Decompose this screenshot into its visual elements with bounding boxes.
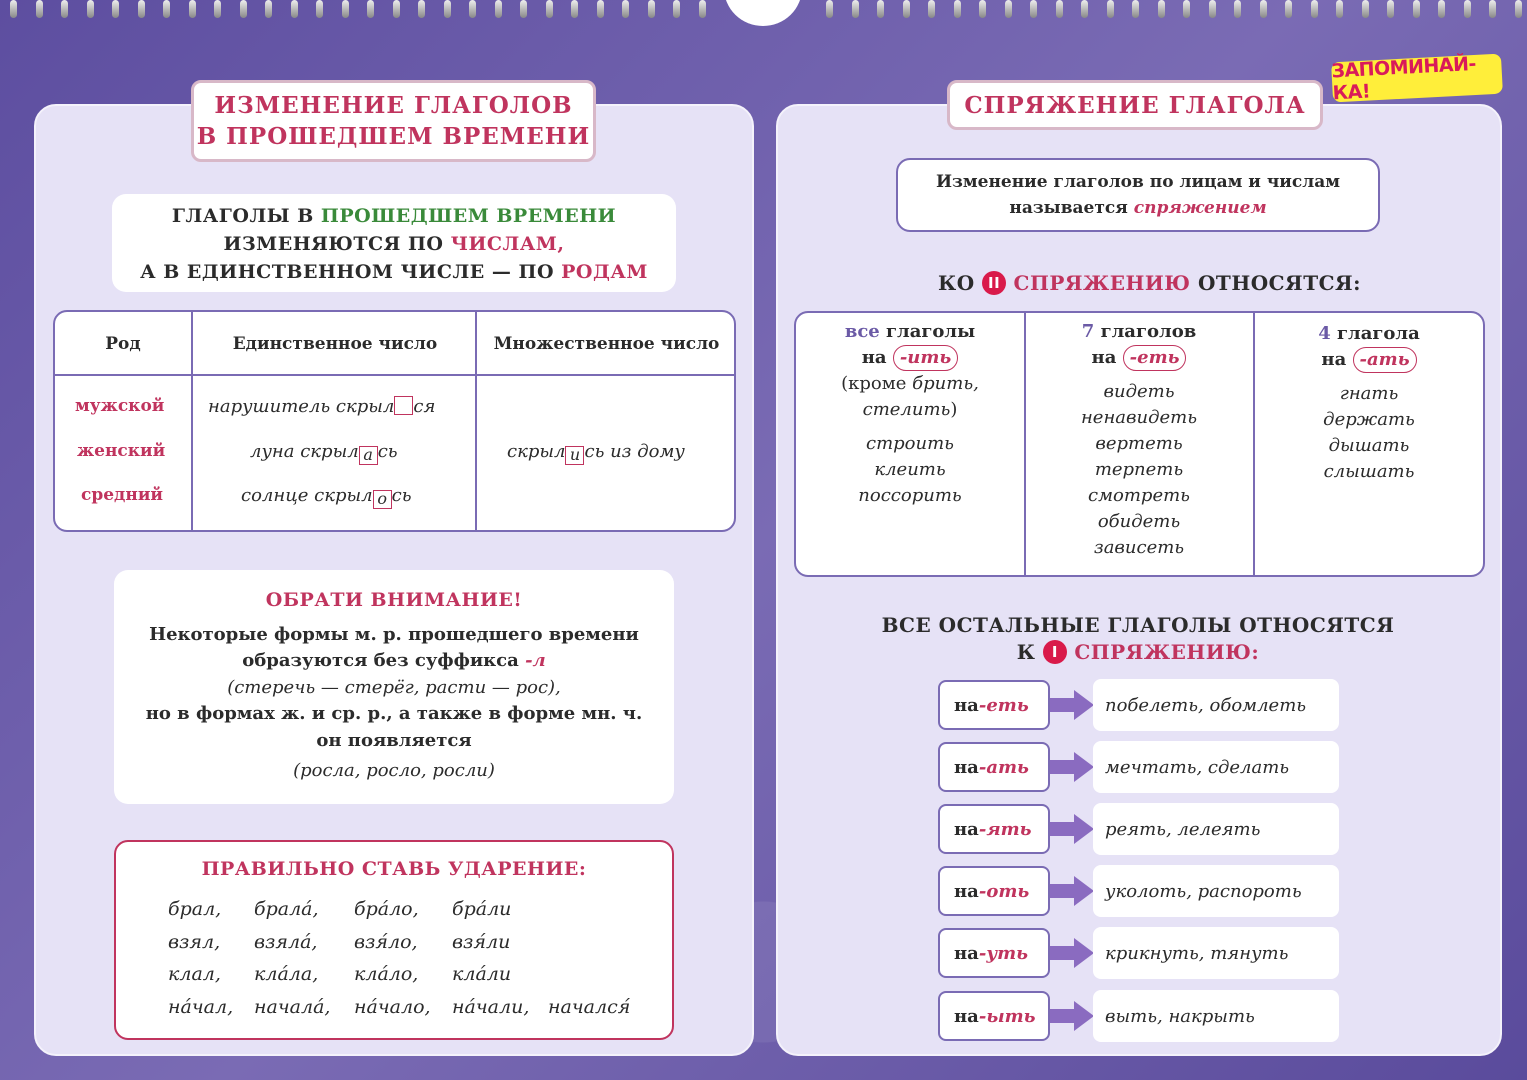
- spiral-ring: [1464, 0, 1471, 18]
- spiral-ring: [622, 0, 629, 18]
- plural-post: сь из дому: [584, 441, 685, 462]
- stress-word: кла́ли: [452, 963, 512, 985]
- suffix-examples: мечтать, сделать: [1093, 741, 1339, 793]
- spiral-ring: [852, 0, 859, 18]
- attention-l3: (стеречь — стерёг, расти — рос),: [227, 676, 561, 698]
- suffix-pill: -ать: [1353, 347, 1417, 373]
- first-heading-l2a: К: [1016, 640, 1043, 664]
- attention-l4: но в формах ж. и ср. р., а также в форме мн. ч.: [145, 703, 643, 724]
- stress-box: [114, 840, 674, 1040]
- singular-feminine: [250, 441, 398, 465]
- spiral-ring: [1285, 0, 1292, 18]
- rule-box: [112, 194, 676, 292]
- spiral-ring: [61, 0, 68, 18]
- col2-word: ненавидеть: [1080, 407, 1198, 428]
- spiral-ring: [1260, 0, 1267, 18]
- arrow-right-icon: [1050, 814, 1094, 844]
- stress-title: ПРАВИЛЬНО СТАВЬ УДАРЕНИЕ:: [201, 858, 587, 880]
- spiral-ring: [1438, 0, 1445, 18]
- attention-l6: (росла, росло, росли): [293, 760, 495, 781]
- suffix-examples: реять, лелеять: [1093, 803, 1339, 855]
- col1-note1i: брить,: [912, 373, 979, 394]
- col3-head1: 4: [1318, 323, 1331, 344]
- plural-form: [507, 441, 685, 465]
- calendar-hanger-notch: [724, 0, 802, 26]
- roman-one-badge: I: [1043, 640, 1067, 664]
- col2-word: вертеть: [1095, 433, 1183, 454]
- left-title-line1: ИЗМЕНЕНИЕ ГЛАГОЛОВ: [214, 92, 573, 119]
- rule-l3b: РОДАМ: [561, 261, 648, 283]
- second-mid: СПРЯЖЕНИЮ: [1013, 271, 1191, 295]
- col1-head1: все: [844, 321, 880, 342]
- suffix-ending: -ать: [978, 756, 1029, 778]
- spiral-ring: [495, 0, 502, 18]
- second-conj-table: [794, 311, 1485, 577]
- second-col-at: [1255, 321, 1483, 485]
- spiral-ring: [291, 0, 298, 18]
- spiral-ring: [597, 0, 604, 18]
- spiral-ring: [138, 0, 145, 18]
- plural-stem: скрыл: [507, 441, 566, 462]
- rule-l3a: А В ЕДИНСТВЕННОМ ЧИСЛЕ — ПО: [140, 261, 562, 283]
- ending-box: и: [565, 446, 584, 465]
- col3-word: гнать: [1339, 383, 1399, 404]
- col1-word: клеить: [874, 459, 946, 480]
- col1-note2b: ): [950, 399, 958, 420]
- suffix-pill: -еть: [1123, 345, 1187, 371]
- suffix-examples: выть, накрыть: [1093, 990, 1339, 1042]
- suffix-examples: уколоть, распороть: [1093, 865, 1339, 917]
- stress-word: взяла́,: [254, 931, 318, 953]
- spiral-ring: [87, 0, 94, 18]
- spiral-ring: [112, 0, 119, 18]
- second-pre: КО: [938, 271, 983, 295]
- right-title: СПРЯЖЕНИЕ ГЛАГОЛА: [947, 80, 1323, 130]
- sing-n-post: сь: [391, 485, 412, 506]
- col1-note2: стелить: [862, 399, 951, 420]
- suffix-ending: -оть: [978, 880, 1030, 902]
- spiral-ring: [1209, 0, 1216, 18]
- spiral-ring: [342, 0, 349, 18]
- first-conj-heading: [860, 612, 1416, 666]
- col2-word: обидеть: [1097, 511, 1181, 532]
- spiral-ring: [1158, 0, 1165, 18]
- spiral-ring: [571, 0, 578, 18]
- arrow-right-icon: [1050, 876, 1094, 906]
- spiral-ring: [1336, 0, 1343, 18]
- col-header-singular: Единственное число: [232, 334, 438, 354]
- rule-l1b: ПРОШЕДШЕМ ВРЕМЕНИ: [320, 205, 617, 227]
- definition-l2: [898, 195, 1378, 221]
- spiral-ring: [546, 0, 553, 18]
- table-col-divider: [475, 312, 477, 532]
- table-header-divider: [55, 374, 736, 376]
- stress-word: взя́ли: [452, 931, 511, 953]
- col3-word: слышать: [1323, 461, 1415, 482]
- stress-word: кла́ла,: [254, 963, 319, 985]
- col2-na: на: [1091, 347, 1117, 368]
- attention-title: ОБРАТИ ВНИМАНИЕ!: [265, 589, 523, 611]
- spiral-ring: [903, 0, 910, 18]
- table-col-divider: [191, 312, 193, 532]
- ending-box: о: [373, 490, 392, 509]
- stress-word: на́чал,: [168, 996, 234, 1018]
- sing-n-stem: солнце скрыл: [241, 485, 373, 506]
- col3-word: держать: [1323, 409, 1415, 430]
- spiral-ring: [1234, 0, 1241, 18]
- spiral-ring: [214, 0, 221, 18]
- first-heading-l1: ВСЕ ОСТАЛЬНЫЕ ГЛАГОЛЫ ОТНОСЯТСЯ: [881, 613, 1395, 637]
- left-title-line2: В ПРОШЕДШЕМ ВРЕМЕНИ: [196, 123, 591, 150]
- rule-l2a: ИЗМЕНЯЮТСЯ ПО: [223, 233, 451, 255]
- roman-two-badge: II: [982, 271, 1006, 295]
- spiral-ring: [648, 0, 655, 18]
- stress-word: клал,: [168, 963, 221, 985]
- suffix-examples: побелеть, обомлеть: [1093, 679, 1339, 731]
- suffix-na: на: [954, 1005, 979, 1027]
- singular-neuter: [241, 485, 412, 509]
- ending-box: [394, 396, 413, 415]
- attention-suffix: -л: [525, 650, 546, 671]
- suffix-na: на: [954, 880, 979, 902]
- col2-word: смотреть: [1088, 485, 1190, 506]
- col2-head2: глаголов: [1094, 321, 1197, 342]
- suffix-ending: -ыть: [978, 1005, 1036, 1027]
- suffix-na: на: [954, 694, 979, 716]
- col-header-gender: Род: [105, 334, 141, 354]
- attention-l2a: образуются без суффикса: [242, 650, 526, 671]
- gender-table: [53, 310, 736, 532]
- suffix-box: [938, 680, 1050, 730]
- gender-feminine: женский: [77, 441, 166, 461]
- stress-word: взял,: [168, 931, 221, 953]
- spiral-ring: [1081, 0, 1088, 18]
- spiral-ring: [469, 0, 476, 18]
- spiral-ring: [954, 0, 961, 18]
- suffix-box: [938, 866, 1050, 916]
- attention-box: [114, 570, 674, 804]
- spiral-ring: [10, 0, 17, 18]
- col1-na: на: [861, 347, 887, 368]
- spiral-ring: [1387, 0, 1394, 18]
- arrow-right-icon: [1050, 938, 1094, 968]
- suffix-ending: -еть: [978, 694, 1029, 716]
- stress-word: брала́,: [254, 898, 319, 920]
- sing-m-stem: нарушитель скрыл: [208, 396, 395, 417]
- spiral-ring: [699, 0, 706, 18]
- col1-word: строить: [866, 433, 954, 454]
- gender-masculine: мужской: [75, 396, 165, 416]
- rule-l1a: ГЛАГОЛЫ В: [171, 205, 321, 227]
- col2-word: зависеть: [1093, 537, 1185, 558]
- spiral-ring: [1107, 0, 1114, 18]
- spiral-ring: [189, 0, 196, 18]
- spiral-ring: [1413, 0, 1420, 18]
- arrow-right-icon: [1050, 752, 1094, 782]
- suffix-na: на: [954, 942, 979, 964]
- suffix-na: на: [954, 756, 979, 778]
- definition-term: спряжением: [1133, 198, 1267, 218]
- suffix-examples: крикнуть, тянуть: [1093, 927, 1339, 979]
- spiral-ring: [928, 0, 935, 18]
- stress-word: кла́ло,: [354, 963, 419, 985]
- col1-head2: глаголы: [879, 321, 976, 342]
- stress-word: бра́ли: [452, 898, 512, 920]
- spiral-ring: [979, 0, 986, 18]
- col2-word: терпеть: [1094, 459, 1184, 480]
- col3-head2: глагола: [1330, 323, 1420, 344]
- second-conj-heading: [938, 271, 1361, 295]
- spiral-ring: [1183, 0, 1190, 18]
- spiral-ring: [1132, 0, 1139, 18]
- spiral-ring: [316, 0, 323, 18]
- spiral-ring: [673, 0, 680, 18]
- stress-word: начала́,: [254, 996, 331, 1018]
- spiral-ring: [826, 0, 833, 18]
- suffix-pill: -ить: [893, 345, 958, 371]
- sing-m-post: ся: [413, 396, 436, 417]
- spiral-ring: [444, 0, 451, 18]
- spiral-ring: [367, 0, 374, 18]
- arrow-right-icon: [1050, 690, 1094, 720]
- rule-l2b: ЧИСЛАМ,: [450, 233, 565, 255]
- spiral-ring: [265, 0, 272, 18]
- col2-head1: 7: [1081, 321, 1095, 342]
- col1-note1: (кроме: [841, 373, 913, 394]
- definition-box: [896, 158, 1380, 232]
- definition-l2a: называется: [1009, 198, 1134, 218]
- arrow-right-icon: [1050, 1001, 1094, 1031]
- gender-neuter: средний: [81, 485, 164, 505]
- stress-word: на́чали,: [452, 996, 530, 1018]
- suffix-box: [938, 804, 1050, 854]
- attention-l2: [114, 648, 674, 675]
- definition-l1: Изменение глаголов по лицам и числам: [935, 172, 1341, 192]
- remember-sticker: ЗАПОМИНАЙ-КА!: [1331, 54, 1503, 103]
- col3-na: на: [1321, 349, 1347, 370]
- suffix-na: на: [954, 818, 979, 840]
- spiral-ring: [1515, 0, 1522, 18]
- spiral-ring: [240, 0, 247, 18]
- suffix-box: [938, 991, 1050, 1041]
- col1-word: поссорить: [858, 485, 962, 506]
- col3-word: дышать: [1328, 435, 1410, 456]
- spiral-ring: [393, 0, 400, 18]
- second-col-et: [1025, 319, 1253, 561]
- stress-word: брал,: [168, 898, 222, 920]
- spiral-ring: [1030, 0, 1037, 18]
- spiral-ring: [877, 0, 884, 18]
- spiral-ring: [36, 0, 43, 18]
- second-post: ОТНОСЯТСЯ:: [1190, 271, 1362, 295]
- spiral-ring: [1311, 0, 1318, 18]
- spiral-ring: [1489, 0, 1496, 18]
- attention-l5: он появляется: [316, 729, 472, 751]
- spiral-ring: [520, 0, 527, 18]
- stress-word: бра́ло,: [354, 898, 419, 920]
- suffix-ending: -уть: [978, 942, 1029, 964]
- spiral-ring: [1005, 0, 1012, 18]
- spiral-ring: [163, 0, 170, 18]
- sing-f-post: сь: [377, 441, 398, 462]
- first-heading-l2b: СПРЯЖЕНИЮ:: [1074, 640, 1260, 664]
- ending-box: а: [359, 446, 378, 465]
- singular-masculine: [208, 396, 435, 417]
- sing-f-stem: луна скрыл: [250, 441, 359, 462]
- attention-l1: Некоторые формы м. р. прошедшего времени: [149, 623, 639, 645]
- left-title: [191, 80, 596, 162]
- suffix-box: [938, 742, 1050, 792]
- suffix-box: [938, 928, 1050, 978]
- spiral-ring: [1362, 0, 1369, 18]
- col-header-plural: Множественное число: [493, 334, 720, 354]
- spiral-ring: [1056, 0, 1063, 18]
- col2-word: видеть: [1103, 381, 1175, 402]
- spiral-ring: [418, 0, 425, 18]
- stress-word: начался́: [548, 996, 631, 1018]
- second-col-it: [796, 319, 1024, 509]
- suffix-ending: -ять: [978, 818, 1032, 840]
- stress-word: взя́ло,: [354, 931, 418, 953]
- stress-word: на́чало,: [354, 996, 431, 1018]
